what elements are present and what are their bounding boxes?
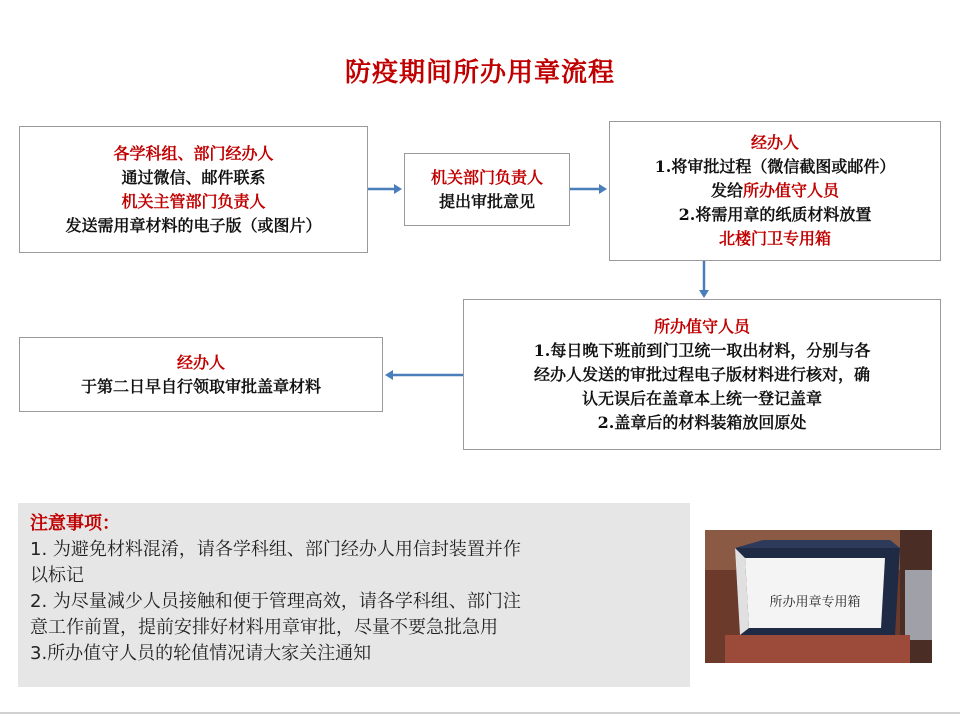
note-item-2b: 意工作前置，提前安排好材料用章审批，尽量不要急批急用 bbox=[30, 617, 498, 638]
stamp-box-label: 所办用章专用箱 bbox=[769, 595, 861, 610]
step1-line4: 发送需用章材料的电子版（或图片） bbox=[65, 215, 322, 235]
note-item-3: 3.所办值守人员的轮值情况请大家关注通知 bbox=[30, 643, 372, 664]
note-item-1b: 以标记 bbox=[30, 565, 84, 586]
step3-line5: 北楼门卫专用箱 bbox=[718, 229, 831, 248]
step1-line1: 各学科组、部门经办人 bbox=[113, 143, 274, 163]
arrowhead-1 bbox=[394, 184, 402, 194]
step3-line1: 经办人 bbox=[750, 133, 799, 152]
step4-line1: 所办值守人员 bbox=[653, 316, 750, 336]
step4-line5: 2.盖章后的材料装箱放回原处 bbox=[597, 412, 807, 432]
arrowhead-3 bbox=[699, 290, 709, 298]
step4-line4: 认无误后在盖章本上统一登记盖章 bbox=[581, 388, 822, 408]
step1-line2: 通过微信、邮件联系 bbox=[121, 167, 266, 187]
notes-heading: 注意事项： bbox=[30, 513, 120, 534]
page-title: 防疫期间所办用章流程 bbox=[344, 58, 615, 88]
arrowhead-4 bbox=[385, 370, 393, 380]
step3-line3-prefix: 发给 bbox=[710, 181, 743, 200]
bottom-divider bbox=[0, 712, 960, 714]
arrowhead-2 bbox=[599, 184, 607, 194]
step5-line1: 经办人 bbox=[176, 352, 225, 372]
note-item-1a: 1. 为避免材料混淆，请各学科组、部门经办人用信封装置并作 bbox=[30, 539, 521, 560]
step2-line2: 提出审批意见 bbox=[438, 191, 535, 211]
step4-line3: 经办人发送的审批过程电子版材料进行核对，确 bbox=[533, 364, 870, 384]
step2-line1: 机关部门负责人 bbox=[430, 167, 543, 187]
note-item-2a: 2. 为尽量减少人员接触和便于管理高效，请各学科组、部门注 bbox=[30, 591, 521, 612]
step4-line2: 1.每日晚下班前到门卫统一取出材料，分别与各 bbox=[533, 340, 871, 360]
notes-panel bbox=[18, 503, 690, 687]
step5-line2: 于第二日早自行领取审批盖章材料 bbox=[80, 376, 321, 396]
step3-line3-highlight: 所办值守人员 bbox=[743, 181, 840, 200]
step3-line2: 1.将审批过程（微信截图或邮件） bbox=[654, 157, 896, 176]
stamp-box-photo bbox=[705, 530, 932, 663]
step3-line4: 2.将需用章的纸质材料放置 bbox=[678, 205, 872, 224]
step1-line3: 机关主管部门负责人 bbox=[121, 191, 266, 211]
